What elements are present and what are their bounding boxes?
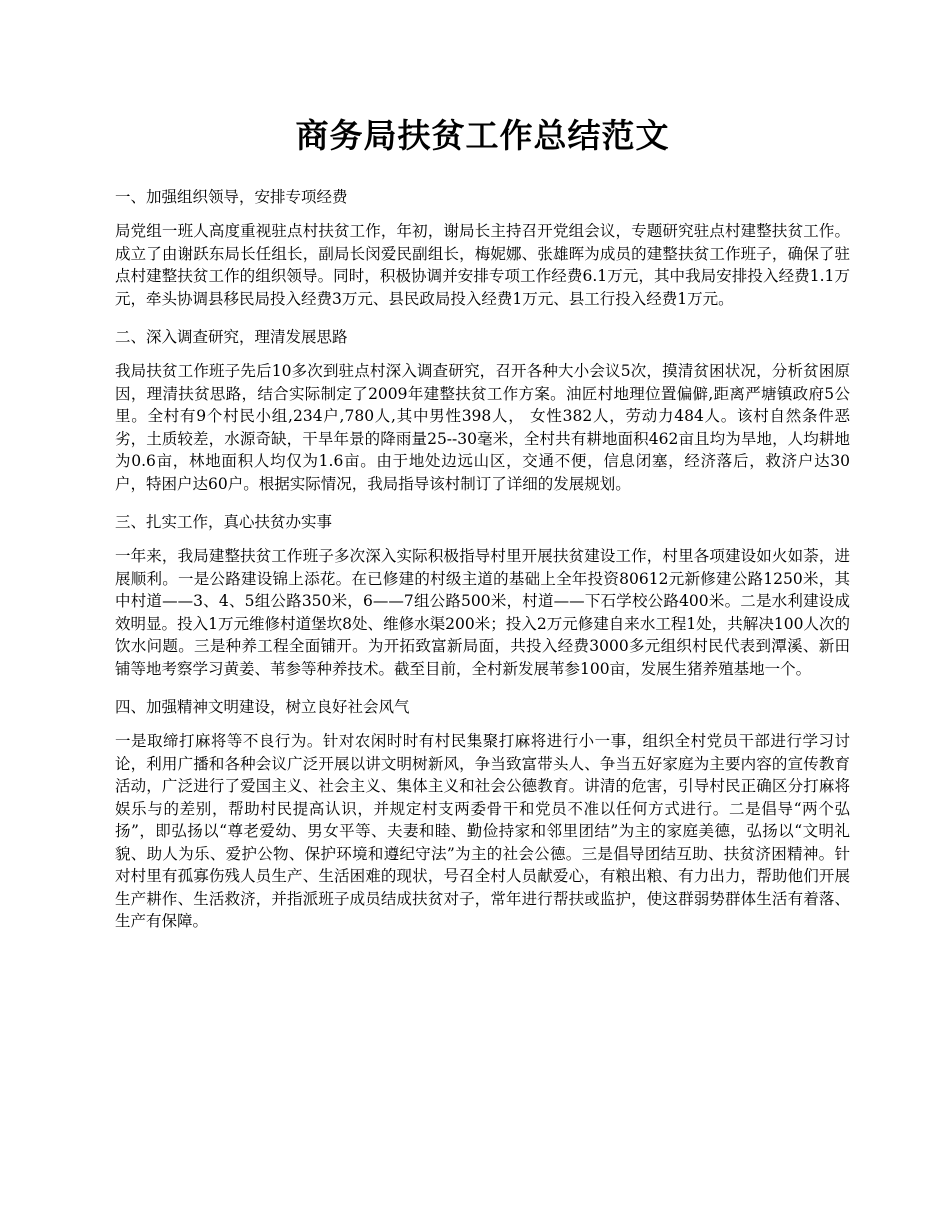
section-heading: 四、加强精神文明建设，树立良好社会风气	[115, 698, 410, 716]
section-heading: 二、深入调查研究，理清发展思路	[115, 328, 348, 346]
section-2	[115, 326, 850, 495]
section-paragraph: 一年来，我局建整扶贫工作班子多次深入实际积极指导村里开展扶贫建设工作，村里各项建设如火如荼，进展顺利。一是公路建设锦上添花。在已修建的村级主道的基础上全年投资80612元新修建公路1250米，其中村道——3、4、5组公路350米，6——7组公路500米，村道——下石学校公路400米。二是水利建设成效明显。投入1万元维修村道堡坎8处、维修水渠200米；投入2万元修建自来水工程1处，共解决100人次的饮水问题。三是种养工程全面铺开。为开拓致富新局面，共投入经费3000多元组织村民代表到潭溪、新田铺等地考察学习黄姜、苇参等种养技术。截至目前，全村新发展苇参100亩，发展生猪养殖基地一个。	[115, 547, 850, 678]
section-4	[115, 696, 850, 933]
section-paragraph: 一是取缔打麻将等不良行为。针对农闲时时有村民集聚打麻将进行小一事，组织全村党员干部进行学习讨论，利用广播和各种会议广泛开展以讲文明树新风，争当致富带头人、争当五好家庭为主要内容的宣传教育活动，广泛进行了爱国主义、社会主义、集体主义和社会公德教育。讲清的危害，引导村民正确区分打麻将娱乐与的差别，帮助村民提高认识，并规定村支两委骨干和党员不准以任何方式进行。二是倡导“两个弘扬”，即弘扬以“尊老爱幼、男女平等、夫妻和睦、勤俭持家和邻里团结”为主的家庭美德，弘扬以“文明礼貌、助人为乐、爱护公物、保护环境和遵纪守法”为主的社会公德。三是倡导团结互助、扶贫济困精神。针对村里有孤寡伤残人员生产、生活困难的现状，号召全村人员献爱心，有粮出粮、有力出力，帮助他们开展生产耕作、生活救济，并指派班子成员结成扶贫对子，常年进行帮扶或监护，使这群弱势群体生活有着落、生产有保障。	[115, 732, 850, 930]
section-1	[115, 186, 850, 310]
document-title: 商务局扶贫工作总结范文	[295, 116, 670, 155]
section-heading: 一、加强组织领导，安排专项经费	[115, 188, 348, 206]
section-3	[115, 511, 850, 680]
document-page	[115, 112, 850, 949]
section-paragraph: 我局扶贫工作班子先后10多次到驻点村深入调查研究，召开各种大小会议5次，摸清贫困状况，分析贫困原因，理清扶贫思路，结合实际制定了2009年建整扶贫工作方案。油匠村地理位置偏僻,距离严塘镇政府5公里。全村有9个村民小组,234户,780人,其中男性398人， 女性382人，劳动力484人。该村自然条件恶劣，土质较差，水源奇缺，干旱年景的降雨量25--30毫米，全村共有耕地面积462亩且均为旱地，人均耕地为0.6亩，林地面积人均仅为1.6亩。由于地处边远山区，交通不便，信息闭塞，经济落后，救济户达30户，特困户达60户。根据实际情况，我局指导该村制订了详细的发展规划。	[115, 362, 850, 493]
section-paragraph: 局党组一班人高度重视驻点村扶贫工作，年初，谢局长主持召开党组会议，专题研究驻点村建整扶贫工作。成立了由谢跃东局长任组长，副局长闵爱民副组长，梅妮娜、张雄晖为成员的建整扶贫工作班子，确保了驻点村建整扶贫工作的组织领导。同时，积极协调并安排专项工作经费6.1万元，其中我局安排投入经费1.1万元，牵头协调县移民局投入经费3万元、县民政局投入经费1万元、县工行投入经费1万元。	[115, 222, 850, 308]
section-heading: 三、扎实工作，真心扶贫办实事	[115, 513, 333, 531]
